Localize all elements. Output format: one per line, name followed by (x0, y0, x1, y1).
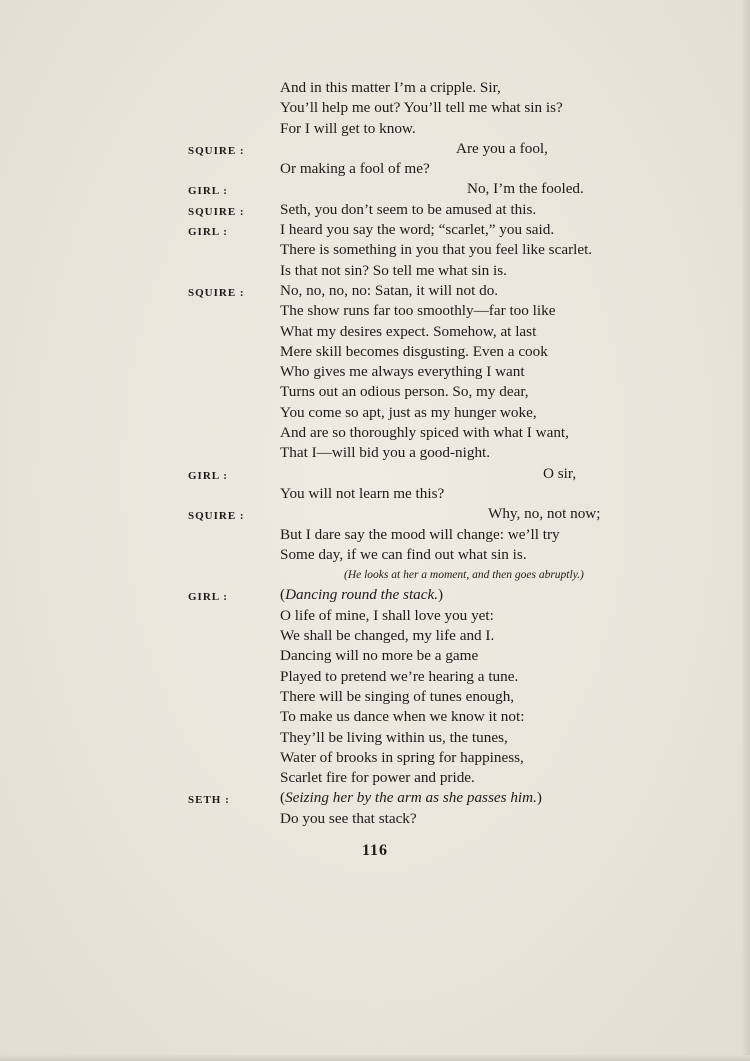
line-text: Are you a fool, (456, 139, 548, 157)
line (0, 606, 750, 626)
line-text: Scarlet fire for power and pride. (280, 769, 475, 787)
line-text: But I dare say the mood will change: we’ll try (280, 525, 560, 543)
line (0, 179, 750, 199)
line (0, 423, 750, 443)
line-text: To make us dance when we know it not: (280, 708, 525, 726)
stage-direction-text: Seizing her by the arm as she passes him. (285, 789, 537, 807)
line-text: No, I’m the fooled. (467, 180, 584, 198)
stage-direction (0, 565, 750, 585)
line-text: We shall be changed, my life and I. (280, 627, 495, 645)
line (0, 362, 750, 382)
line (0, 443, 750, 463)
line (0, 525, 750, 545)
line-text: For I will get to know. (280, 119, 416, 137)
line-text: I heard you say the word; “scarlet,” you said. (280, 221, 555, 239)
line (0, 464, 750, 484)
line (0, 281, 750, 301)
line-text: Some day, if we can find out what sin is. (280, 545, 527, 563)
line-text: And in this matter I’m a cripple. Sir, (280, 79, 501, 96)
page-edge-right (742, 0, 750, 1061)
line-text: Do you see that stack? (280, 809, 417, 827)
line (0, 646, 750, 666)
line-text: No, no, no, no: Satan, it will not do. (280, 281, 499, 299)
line-text: The show runs far too smoothly—far too like (280, 302, 556, 320)
line (0, 403, 750, 423)
line (0, 687, 750, 707)
line (0, 585, 750, 605)
line (0, 728, 750, 748)
line-text: Why, no, not now; (488, 505, 601, 523)
line-text: Dancing will no more be a game (280, 647, 479, 665)
line (0, 98, 750, 118)
line (0, 382, 750, 402)
line-text: Water of brooks in spring for happiness, (280, 748, 524, 766)
line-text: That I—will bid you a good-night. (280, 444, 491, 462)
line (0, 78, 750, 98)
line (0, 342, 750, 362)
line-text: (Dancing round the stack.) (280, 586, 444, 604)
line-text: Turns out an odious person. So, my dear, (280, 383, 529, 401)
speaker-label: GIRL : (188, 226, 228, 239)
line-text: You’ll help me out? You’ll tell me what sin is? (280, 99, 563, 117)
line-text: What my desires expect. Somehow, at last (280, 322, 537, 340)
stage-direction-text: Dancing round the stack. (285, 586, 439, 604)
line (0, 301, 750, 321)
line-text: You will not learn me this? (280, 484, 445, 502)
line-text: There will be singing of tunes enough, (280, 687, 515, 705)
speaker-label: GIRL : (188, 185, 228, 198)
line-text: And are so thoroughly spiced with what I want, (280, 424, 569, 442)
line-text: Or making a fool of me? (280, 160, 430, 178)
line-text: Mere skill becomes disgusting. Even a cook (280, 342, 548, 360)
line (0, 707, 750, 727)
line (0, 220, 750, 240)
line (0, 809, 750, 829)
line-text: They’ll be living within us, the tunes, (280, 728, 508, 746)
speaker-label: SQUIRE : (188, 205, 245, 218)
line (0, 626, 750, 646)
line (0, 159, 750, 179)
line (0, 322, 750, 342)
line-text: Who gives me always everything I want (280, 363, 525, 381)
speaker-label: SQUIRE : (188, 144, 245, 157)
line-text: There is something in you that you feel like scarlet. (280, 241, 593, 259)
speaker-label: GIRL : (188, 469, 228, 482)
line (0, 788, 750, 808)
line (0, 119, 750, 139)
line-text: O life of mine, I shall love you yet: (280, 606, 494, 624)
line (0, 545, 750, 565)
page-number: 116 (361, 842, 389, 859)
speaker-label: SQUIRE : (188, 510, 245, 523)
line-text: Seth, you don’t seem to be amused at this. (280, 200, 537, 218)
line (0, 768, 750, 788)
line (0, 484, 750, 504)
line-text: Is that not sin? So tell me what sin is. (280, 261, 507, 279)
line-text: (Seizing her by the arm as she passes him.) (280, 789, 542, 807)
line-text: Played to pretend we’re hearing a tune. (280, 667, 519, 685)
speaker-label: GIRL : (188, 591, 228, 604)
script-lines (0, 78, 750, 829)
line (0, 667, 750, 687)
line (0, 139, 750, 159)
stage-direction-text: (He looks at her a moment, and then goes abruptly.) (344, 569, 584, 582)
line (0, 504, 750, 524)
line (0, 261, 750, 281)
line-text: O sir, (543, 464, 577, 482)
speaker-label: SQUIRE : (188, 286, 245, 299)
speaker-label: SETH : (188, 794, 230, 807)
line (0, 748, 750, 768)
line-text: You come so apt, just as my hunger woke, (280, 403, 537, 421)
page-edge-bottom (0, 1055, 750, 1061)
line (0, 240, 750, 260)
line (0, 200, 750, 220)
